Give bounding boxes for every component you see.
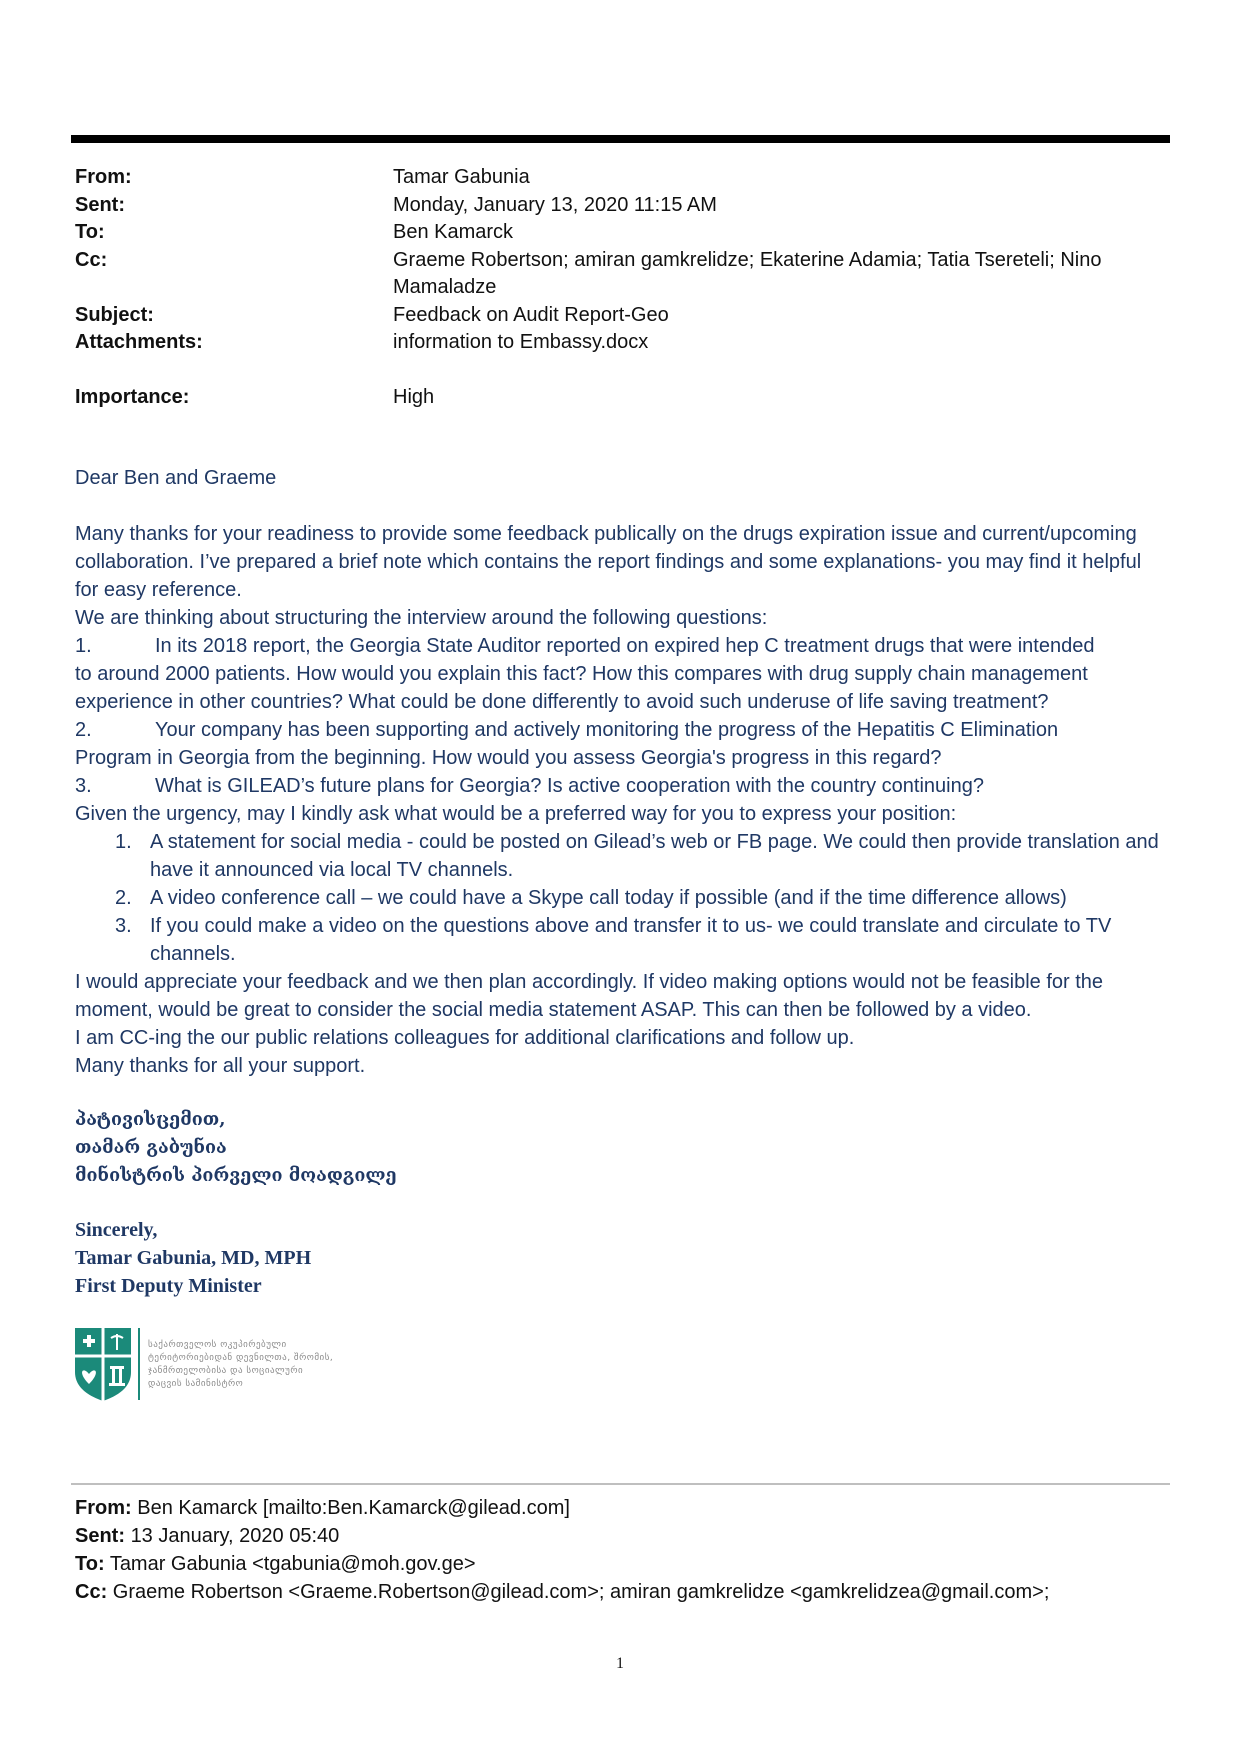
question-text-continued: Program in Georgia from the beginning. How would you assess Georgia's progress in this regard? xyxy=(75,747,942,769)
question-number: 1. xyxy=(75,635,92,657)
forwarded-header xyxy=(75,1494,1165,1606)
from-row xyxy=(75,164,1135,192)
option-2 xyxy=(75,884,1165,912)
fwd-to-label: To: xyxy=(75,1553,105,1575)
importance-row xyxy=(75,384,1135,412)
fwd-from-value: Ben Kamarck [mailto:Ben.Kamarck@gilead.com] xyxy=(137,1497,570,1519)
signature-geo-line-2: თამარ გაბუნია xyxy=(75,1137,227,1158)
cc-row xyxy=(75,247,1135,302)
question-number: 2. xyxy=(75,719,92,741)
option-3 xyxy=(75,912,1165,968)
signature-geo-line-3: მინისტრის პირველი მოადგილე xyxy=(75,1165,397,1186)
to-label: To: xyxy=(75,221,105,243)
sent-value: Monday, January 13, 2020 11:15 AM xyxy=(393,193,717,216)
attachments-row xyxy=(75,329,1135,357)
body-paragraph-6: Many thanks for all your support. xyxy=(75,1055,366,1077)
fwd-from-row xyxy=(75,1494,1165,1522)
question-text-continued: to around 2000 patients. How would you explain this fact? How this compares with drug supply chain management experience in other countries? What could be done differently to avoid such underuse of life saving treatment? xyxy=(75,663,1088,713)
option-text: A statement for social media - could be posted on Gilead’s web or FB page. We could then provide translation and have it announced via local TV channels. xyxy=(150,831,1159,881)
cc-value: Graeme Robertson; amiran gamkrelidze; Ekaterine Adamia; Tatia Tsereteli; Nino Mamaladze xyxy=(393,248,1102,298)
email-body xyxy=(75,464,1165,1080)
option-text: If you could make a video on the questions above and transfer it to us- we could translate and circulate to TV channels. xyxy=(150,915,1112,965)
fwd-from-label: From: xyxy=(75,1497,132,1519)
to-row xyxy=(75,219,1135,247)
body-paragraph-1: Many thanks for your readiness to provide some feedback publically on the drugs expiration issue and current/upcoming collaboration. I’ve prepared a brief note which contains the report findings and some explanations- you may find it helpful for easy reference. xyxy=(75,523,1142,601)
body-paragraph-3: Given the urgency, may I kindly ask what would be a preferred way for you to express your position: xyxy=(75,803,957,825)
importance-label: Importance: xyxy=(75,385,190,408)
forward-separator xyxy=(71,1483,1170,1485)
fwd-to-row xyxy=(75,1550,1165,1578)
question-1 xyxy=(75,632,1165,716)
attachments-label: Attachments: xyxy=(75,331,203,353)
signature-geo-line-1: პატივისცემით, xyxy=(75,1109,226,1130)
signature-en-line-2: Tamar Gabunia, MD, MPH xyxy=(75,1247,312,1269)
option-number: 1. xyxy=(115,831,132,853)
fwd-to-value: Tamar Gabunia <tgabunia@moh.gov.ge> xyxy=(109,1553,476,1575)
body-paragraph-4: I would appreciate your feedback and we then plan accordingly. If video making options would not be feasible for the moment, would be great to consider the social media statement ASAP. This can then be followed by a video. xyxy=(75,971,1104,1021)
option-text: A video conference call – we could have a Skype call today if possible (and if the time difference allows) xyxy=(150,887,1067,909)
page-number: 1 xyxy=(616,1655,624,1672)
fwd-sent-label: Sent: xyxy=(75,1525,125,1547)
to-value: Ben Kamarck xyxy=(393,221,514,243)
from-value: Tamar Gabunia xyxy=(393,166,530,188)
question-text: Your company has been supporting and actively monitoring the progress of the Hepatitis C Elimination xyxy=(155,719,1059,741)
ministry-logo-text: საქართველოს ოკუპირებული ტერიტორიებიდან დევნილთა, შრომის, ჯანმრთელობისა და სოციალური დაცვის სამინისტრო xyxy=(148,1340,334,1389)
fwd-sent-value: 13 January, 2020 05:40 xyxy=(130,1525,340,1547)
signature-georgian xyxy=(75,1106,397,1190)
subject-value: Feedback on Audit Report-Geo xyxy=(393,303,669,326)
from-label: From: xyxy=(75,166,132,188)
sent-row xyxy=(75,192,1135,220)
question-text: What is GILEAD’s future plans for Georgia? Is active cooperation with the country continuing? xyxy=(155,775,984,797)
question-3 xyxy=(75,772,1165,800)
attachment-link[interactable]: information to Embassy.docx xyxy=(393,331,649,353)
cc-label: Cc: xyxy=(75,248,108,271)
fwd-cc-label: Cc: xyxy=(75,1581,108,1603)
greeting: Dear Ben and Graeme xyxy=(75,467,277,489)
fwd-sent-row xyxy=(75,1522,1165,1550)
question-text: In its 2018 report, the Georgia State Auditor reported on expired hep C treatment drugs that were intended xyxy=(155,635,1095,657)
fwd-cc-value: Graeme Robertson <Graeme.Robertson@gilead.com>; amiran gamkrelidze <gamkrelidzea@gmail.com>; xyxy=(112,1581,1050,1603)
signature-en-line-1: Sincerely, xyxy=(75,1219,158,1241)
question-number: 3. xyxy=(75,775,92,797)
body-paragraph-2: We are thinking about structuring the interview around the following questions: xyxy=(75,607,768,629)
importance-value: High xyxy=(393,385,435,408)
option-number: 3. xyxy=(115,915,132,937)
subject-label: Subject: xyxy=(75,303,154,326)
subject-row xyxy=(75,302,1135,330)
header-rule xyxy=(71,135,1170,143)
option-number: 2. xyxy=(115,887,132,909)
signature-english xyxy=(75,1216,311,1300)
signature-en-line-3: First Deputy Minister xyxy=(75,1275,262,1297)
question-2 xyxy=(75,716,1165,772)
email-header xyxy=(75,164,1135,411)
body-paragraph-5: I am CC-ing the our public relations colleagues for additional clarifications and follow up. xyxy=(75,1027,855,1049)
sent-label: Sent: xyxy=(75,193,125,216)
fwd-cc-row xyxy=(75,1578,1165,1606)
option-1 xyxy=(75,828,1165,884)
